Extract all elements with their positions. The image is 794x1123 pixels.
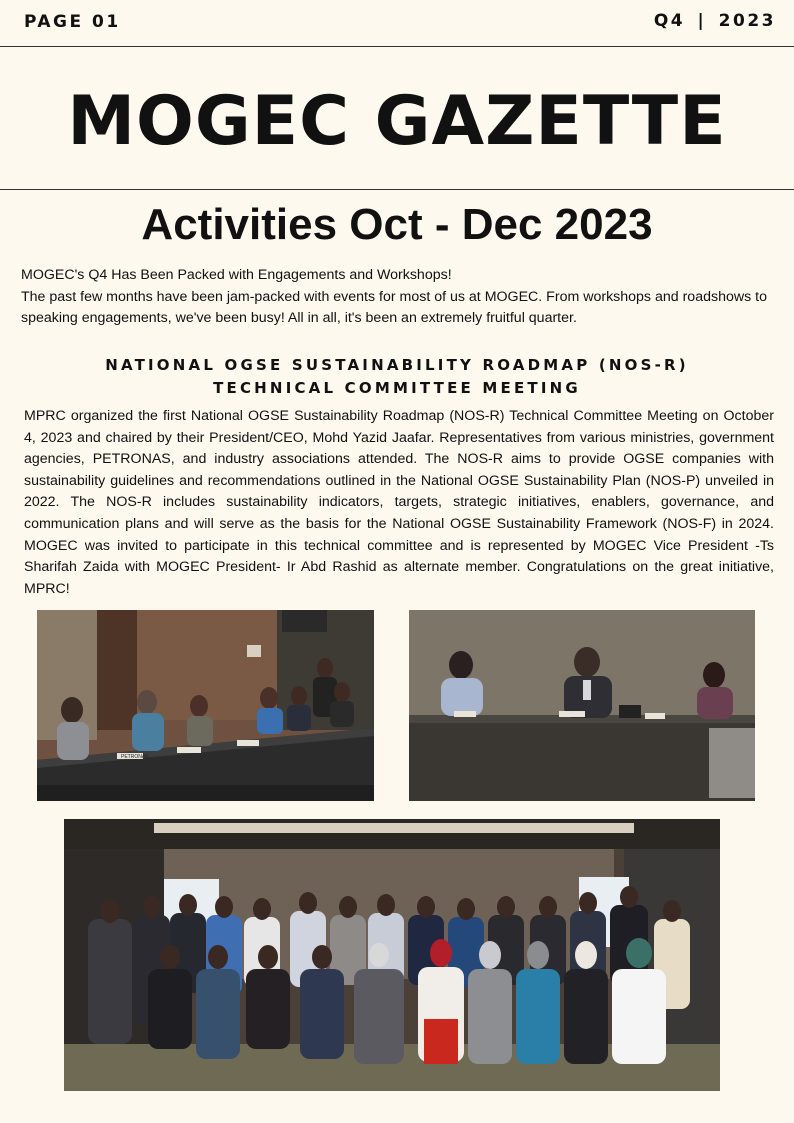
intro-paragraph: The past few months have been jam-packed with events for most of us at MOGEC. From workshops and roadshows to speaking engagements, we've been busy! All in all, it's been an extremely fruitful quarter.: [21, 288, 767, 326]
section-heading-line2: TECHNICAL COMMITTEE MEETING: [213, 379, 581, 397]
meeting-photo-left: [37, 610, 374, 801]
meeting-photo-right-image: [409, 610, 755, 801]
meeting-photo-right: [409, 610, 755, 801]
intro: [21, 265, 777, 330]
page-headline: Activities Oct - Dec 2023: [141, 200, 653, 249]
group-photo: [64, 819, 720, 1091]
top-bar: [0, 0, 794, 47]
meeting-photo-left-image: [37, 610, 374, 801]
gazette-title: MOGEC GAZETTE: [67, 82, 727, 161]
placard-label: PETRONAS: [121, 754, 149, 760]
page-number: PAGE 01: [24, 12, 121, 32]
masthead: [0, 46, 794, 190]
issue-quarter: Q4 | 2023: [653, 11, 776, 31]
intro-lead: MOGEC's Q4 Has Been Packed with Engagements and Workshops!: [21, 267, 452, 283]
section-heading-line1: NATIONAL OGSE SUSTAINABILITY ROADMAP (NOS-R): [105, 356, 689, 374]
group-photo-image: [64, 819, 720, 1091]
section-body: MPRC organized the first National OGSE Sustainability Roadmap (NOS-R) Technical Committee Meeting on October 4, 2023 and chaired by their President/CEO, Mohd Yazid Jaafar. Representatives from various ministries, government agencies, PETRONAS, and industry associations attended. The NOS-R aims to provide OGSE companies with sustainability guidelines and recommendations outlined in the National OGSE Sustainability Plan (NOS-P) unveiled in 2022. The NOS-R includes sustainability indicators, targets, strategic initiatives, enablers, governance, and communication plans and will serve as the basis for the National OGSE Sustainability Framework (NOS-F) in 2024. MOGEC was invited to participate in this technical committee and is represented by MOGEC Vice President -Ts Sharifah Zaida with MOGEC President- Ir Abd Rashid as alternate member. Congratulations on the great initiative, MPRC!: [24, 408, 774, 597]
section-heading: [0, 354, 794, 400]
